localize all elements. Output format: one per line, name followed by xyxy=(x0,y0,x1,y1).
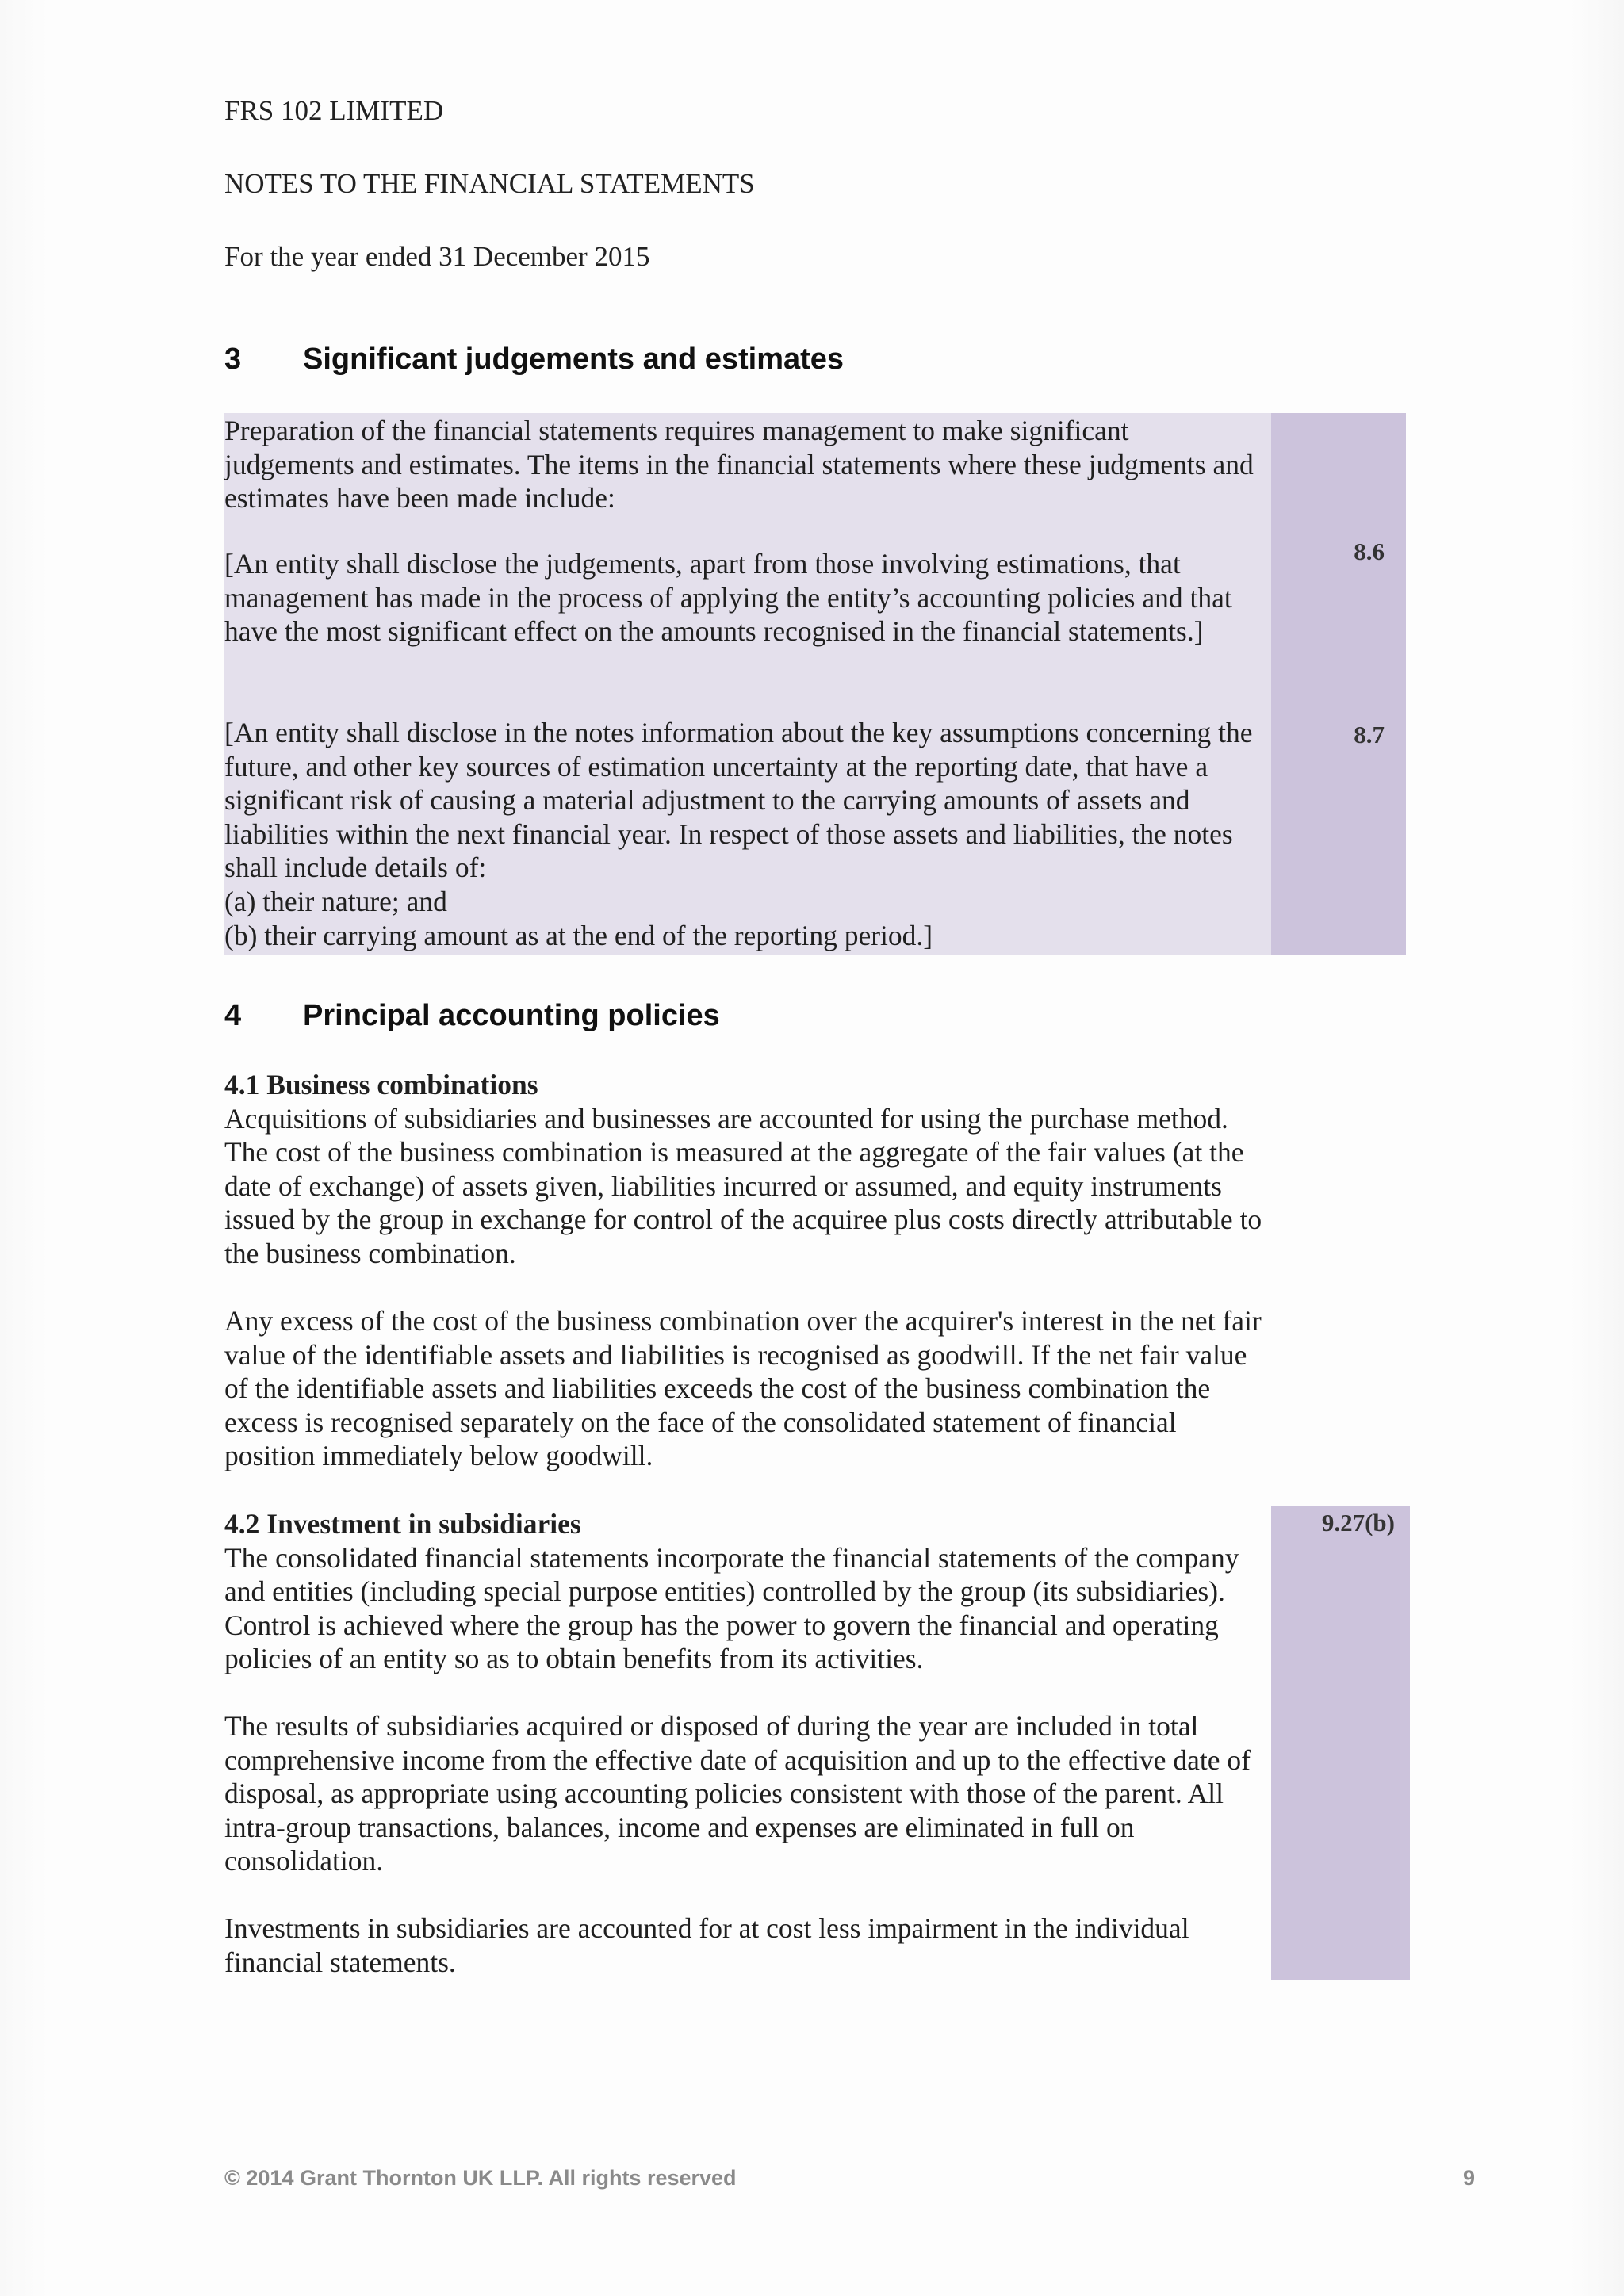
section-4-heading xyxy=(224,998,720,1033)
investment-in-subsidiaries-block xyxy=(224,1507,1263,1676)
reference-8-7: 8.7 xyxy=(1354,721,1385,748)
section-3-intro: Preparation of the financial statements requires management to make significant judgements and estimates. The items in the financial statements where these judgments and estimates have been made include: xyxy=(224,415,1254,515)
section-title: Significant judgements and estimates xyxy=(303,342,845,376)
copyright-notice: © 2014 Grant Thornton UK LLP. All rights reserved xyxy=(224,2166,737,2190)
reference-9-27-b: 9.27(b) xyxy=(1321,1509,1395,1536)
business-combinations-para-1: Acquisitions of subsidiaries and businesses are accounted for using the purchase method. The cost of the business combination is measured at the aggregate of the fair values (at the date of exchange) of assets given, liabilities incurred or assumed, and equity instruments issued by the group in exchange for control of the acquiree plus costs directly attributable to the business combination. xyxy=(224,1102,1262,1269)
reference-column xyxy=(1271,1506,1410,1980)
reference-8-6: 8.6 xyxy=(1354,538,1385,565)
estimates-item-a: (a) their nature; and xyxy=(224,885,447,917)
section-number: 4 xyxy=(224,999,242,1032)
estimates-guidance-text: [An entity shall disclose in the notes information about the key assumptions concerning the future, and other key sources of estimation uncertainty at the reporting date, that have a significant risk of causing a material adjustment to the carrying amounts of assets and liabilities within the next financial year. In respect of those assets and liabilities, the notes shall include details of: xyxy=(224,717,1253,884)
subsection-heading: 4.2 Investment in subsidiaries xyxy=(224,1508,581,1540)
document-title: NOTES TO THE FINANCIAL STATEMENTS xyxy=(224,168,755,199)
page-number: 9 xyxy=(1462,2166,1475,2190)
business-combinations-para-2: Any excess of the cost of the business combination over the acquirer's interest in the net fair value of the identifiable assets and liabilities is recognised as goodwill. If the net fair value of the identifiable assets and liabilities exceeds the cost of the business combination the excess is recognised separately on the face of the consolidated statement of financial position immediately below goodwill. xyxy=(224,1305,1262,1472)
section-number: 3 xyxy=(224,342,242,376)
reference-column xyxy=(1271,413,1406,955)
company-name: FRS 102 LIMITED xyxy=(224,95,444,126)
section-3-heading xyxy=(224,342,844,377)
investment-para-1: The consolidated financial statements incorporate the financial statements of the company and entities (including special purpose entities) controlled by the group (its subsidiaries). Control is achieved where the group has the power to govern the financial and operating policies of an entity so as to obtain benefits from its activities. xyxy=(224,1541,1239,1675)
period-line: For the year ended 31 December 2015 xyxy=(224,241,650,272)
section-3-judgements-guidance: [An entity shall disclose the judgements, apart from those involving estimations, that management has made in the process of applying the entity’s accounting policies and that have the most significant effect on the amounts recognised in the financial statements.] xyxy=(224,548,1232,648)
business-combinations-block xyxy=(224,1068,1263,1271)
section-3-estimates-guidance xyxy=(224,716,1263,952)
section-title: Principal accounting policies xyxy=(303,999,720,1032)
estimates-item-b: (b) their carrying amount as at the end of the reporting period.] xyxy=(224,919,933,951)
investment-para-2: The results of subsidiaries acquired or disposed of during the year are included in total comprehensive income from the effective date of acquisition and up to the effective date of disposal, as appropriate using accounting policies consistent with those of the parent. All intra-group transactions, balances, income and expenses are eliminated in full on consolidation. xyxy=(224,1710,1251,1877)
investment-para-3: Investments in subsidiaries are accounted for at cost less impairment in the individual financial statements. xyxy=(224,1912,1189,1978)
subsection-heading: 4.1 Business combinations xyxy=(224,1069,538,1100)
